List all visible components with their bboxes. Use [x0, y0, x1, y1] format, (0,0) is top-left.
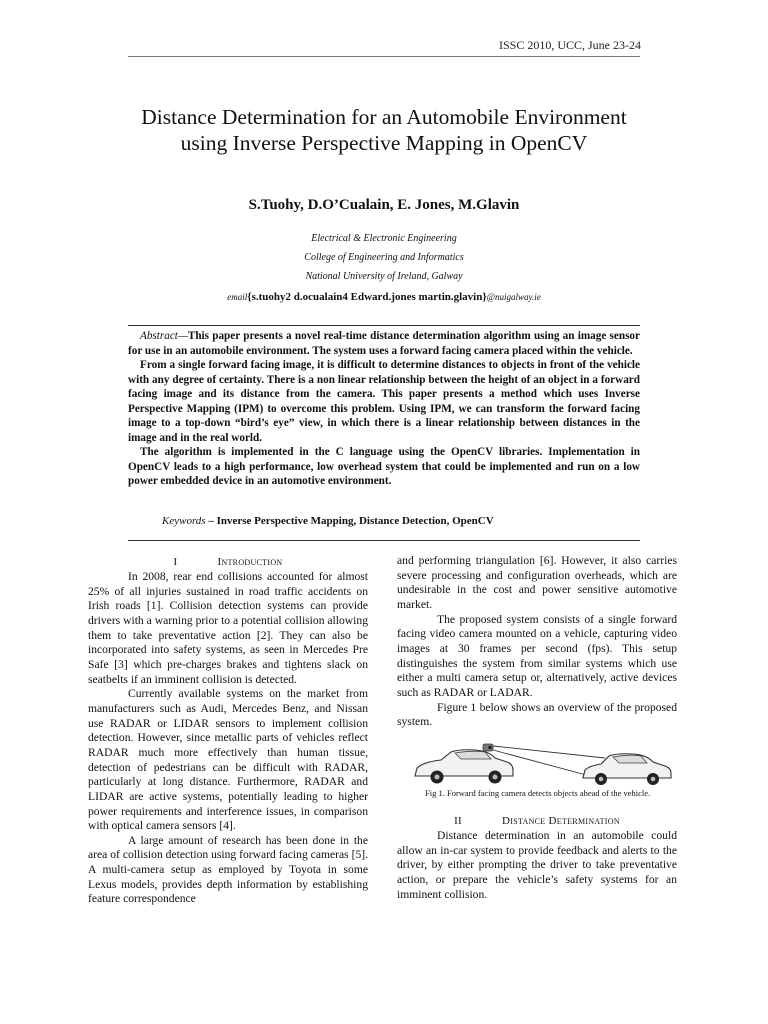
abstract-paragraph-1: Abstract—This paper presents a novel real-time distance determination algorithm using an image sensor for use in an automobile environment. The system uses a forward facing camera placed within the vehicle. [128, 330, 640, 357]
figure-1-caption: Fig 1. Forward facing camera detects objects ahead of the vehicle. [425, 787, 651, 798]
conference-header: ISSC 2010, UCC, June 23-24 [498, 38, 641, 52]
intro-paragraph-2: Currently available systems on the market from manufacturers such as Audi, Mercedes Benz, and Nissan use RADAR or LIDAR sensors to implement collision detection. However, since metallic parts of vehicles reflect RADAR much more effectively than human tissue, detection of pedestrians can be difficult with RADAR, particularly at long distance. Furthermore, RADAR and LIDAR are active systems, potentially leading to higher power requirements and interference issues, in comparison with optical camera sensors [4]. [88, 687, 368, 833]
author-emails [120, 291, 648, 303]
keywords-text: – Inverse Perspective Mapping, Distance Detection, OpenCV [205, 515, 494, 527]
intro-paragraph-4: The proposed system consists of a single forward facing video camera mounted on a vehicle, capturing video images at 30 frames per second (fps). This setup distinguishes the system from similar systems which use either a multi camera setup or, alternatively, active devices such as RADAR or LADAR. [397, 612, 677, 699]
intro-paragraph-3-continued: and performing triangulation [6]. However, it also carries severe processing and configuration overheads, which are undesirable in the cost and power sensitive automotive market. [397, 554, 677, 611]
right-column [397, 554, 677, 902]
abstract-top-rule [128, 325, 640, 326]
intro-paragraph-5: Figure 1 below shows an overview of the proposed system. [397, 700, 677, 729]
car-with-camera-icon [415, 744, 513, 784]
abstract [128, 329, 640, 489]
intro-paragraph-1: In 2008, rear end collisions accounted for almost 25% of all injuries sustained in road traffic accidents on Irish roads [1]. Collision detection systems can provide drivers with a warning prior to a potential collision allowing them to take preventative action [2]. They can also be incorporated into safety systems, as seen in Mercedes Pre Safe [3] which pre-charges brakes and tightens slack on seatbelts if an imminent collision is detected. [88, 570, 368, 686]
figure-1-illustration [397, 740, 677, 786]
car-ahead-icon [583, 754, 671, 785]
figure-1 [397, 740, 677, 799]
abstract-label: Abstract— [140, 330, 188, 342]
email-label: email [227, 292, 248, 302]
affiliation-department: Electrical & Electronic Engineering [311, 233, 457, 244]
author-list: S.Tuohy, D.O’Cualain, E. Jones, M.Glavin [248, 197, 520, 213]
intro-paragraph-3: A large amount of research has been done in the area of collision detection using forward facing cameras [5]. A multi-camera setup as employed by Toyota in some Lexus models, provides depth information by establishing feature correspondence [88, 833, 368, 906]
abstract-bottom-rule [128, 540, 640, 541]
distance-paragraph-1: Distance determination in an automobile could allow an in-car system to provide feedback and alerts to the driver, by either prompting the driver to take preventative action, or prepare the vehicle’s safety systems for an imminent collision. [397, 828, 677, 901]
affiliation-college: College of Engineering and Informatics [304, 252, 464, 263]
view-ray-upper [493, 746, 605, 758]
affiliation-university: National University of Ireland, Galway [305, 271, 463, 282]
abstract-paragraph-3: The algorithm is implemented in the C language using the OpenCV libraries. Implementation in OpenCV leads to a high performance, low overhead system that could be implemented and run on a low power embedded device in an automotive environment. [128, 446, 640, 487]
abstract-paragraph-2: From a single forward facing image, it is difficult to determine distances to objects in front of the vehicle with any degree of certainty. There is a non linear relationship between the height of an object in a forward facing image and its distance from the camera. This paper presents a method which uses Inverse Perspective Mapping (IPM) to overcome this problem. Using IPM, we can transform the forward facing image to a top-down “bird’s eye” view, in which there is a linear relationship between distances in the image and in the real world. [128, 359, 640, 444]
email-names: {s.tuohy2 d.ocualain4 Edward.jones martin.glavin} [247, 291, 487, 303]
keywords-label: Keywords [162, 515, 206, 527]
section-heading-distance-determination: II Distance Determination [454, 814, 620, 827]
keywords [128, 515, 640, 527]
header-rule [128, 56, 640, 57]
left-column [88, 554, 368, 907]
paper-title: Distance Determination for an Automobile Environment using Inverse Perspective Mapping in OpenCV [141, 105, 627, 155]
section-heading-introduction: I Introduction [173, 556, 283, 568]
email-domain: @nuigalway.ie [486, 292, 541, 302]
